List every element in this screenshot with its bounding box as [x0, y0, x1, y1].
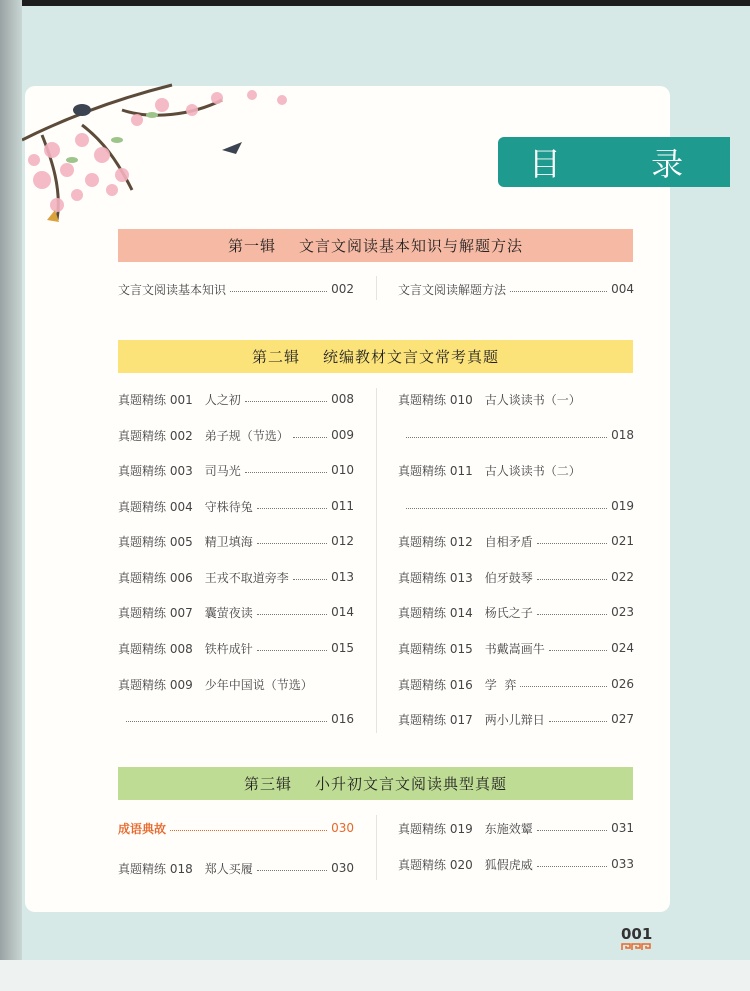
toc-entry[interactable]: 真题精练 012 自相矛盾 021 — [398, 534, 634, 549]
toc-entry[interactable]: 真题精练 016 学 弈 026 — [398, 677, 634, 692]
plum-blossom-illustration — [22, 80, 312, 250]
section-heading: 第三辑 小升初文言文阅读典型真题 — [118, 767, 633, 800]
toc-entry[interactable]: 真题精练 006 王戎不取道旁李 013 — [118, 570, 354, 585]
page-title: 目 录 — [498, 137, 730, 187]
toc-entry[interactable]: 真题精练 014 杨氏之子 023 — [398, 605, 634, 620]
toc-entry[interactable]: 真题精练 013 伯牙鼓琴 022 — [398, 570, 634, 585]
toc-entry[interactable]: 真题精练 019 东施效颦 031 — [398, 821, 634, 836]
column-divider — [376, 276, 377, 300]
column-divider — [376, 815, 377, 880]
toc-entry[interactable]: 真题精练 001 人之初 008 — [118, 392, 354, 407]
page-number-ornament — [621, 943, 651, 951]
toc-entry[interactable]: 真题精练 015 书戴嵩画牛 024 — [398, 641, 634, 656]
top-edge — [0, 0, 750, 6]
toc-entry[interactable]: 真题精练 004 守株待兔 011 — [118, 499, 354, 514]
page-bottom-edge — [0, 960, 750, 991]
toc-entry-continuation[interactable]: 018 — [398, 426, 634, 444]
toc-entry[interactable]: 真题精练 018 郑人买履 030 — [118, 861, 354, 876]
toc-entry[interactable]: 真题精练 017 两小儿辩日 027 — [398, 712, 634, 727]
toc-entry[interactable]: 真题精练 020 狐假虎威 033 — [398, 857, 634, 872]
toc-entry[interactable]: 真题精练 003 司马光 010 — [118, 463, 354, 478]
page-number: 001 — [621, 925, 653, 943]
toc-entry-continuation[interactable]: 019 — [398, 497, 634, 515]
section-heading: 第一辑 文言文阅读基本知识与解题方法 — [118, 229, 633, 262]
toc-entry[interactable]: 真题精练 010 古人谈读书（一） — [398, 392, 581, 407]
toc-entry[interactable]: 真题精练 007 囊萤夜读 014 — [118, 605, 354, 620]
toc-entry[interactable]: 文言文阅读解题方法 004 — [398, 282, 634, 297]
toc-entry[interactable]: 真题精练 009 少年中国说（节选） — [118, 677, 313, 692]
toc-entry[interactable]: 真题精练 002 弟子规（节选） 009 — [118, 428, 354, 443]
toc-entry[interactable]: 真题精练 011 古人谈读书（二） — [398, 463, 581, 478]
toc-entry[interactable]: 文言文阅读基本知识 002 — [118, 282, 354, 297]
book-spine — [0, 0, 22, 991]
column-divider — [376, 388, 377, 733]
section-heading: 第二辑 统编教材文言文常考真题 — [118, 340, 633, 373]
toc-entry-continuation[interactable]: 016 — [118, 710, 354, 728]
toc-entry-highlight[interactable]: 成语典故 030 — [118, 821, 354, 836]
toc-entry[interactable]: 真题精练 005 精卫填海 012 — [118, 534, 354, 549]
toc-entry[interactable]: 真题精练 008 铁杵成针 015 — [118, 641, 354, 656]
